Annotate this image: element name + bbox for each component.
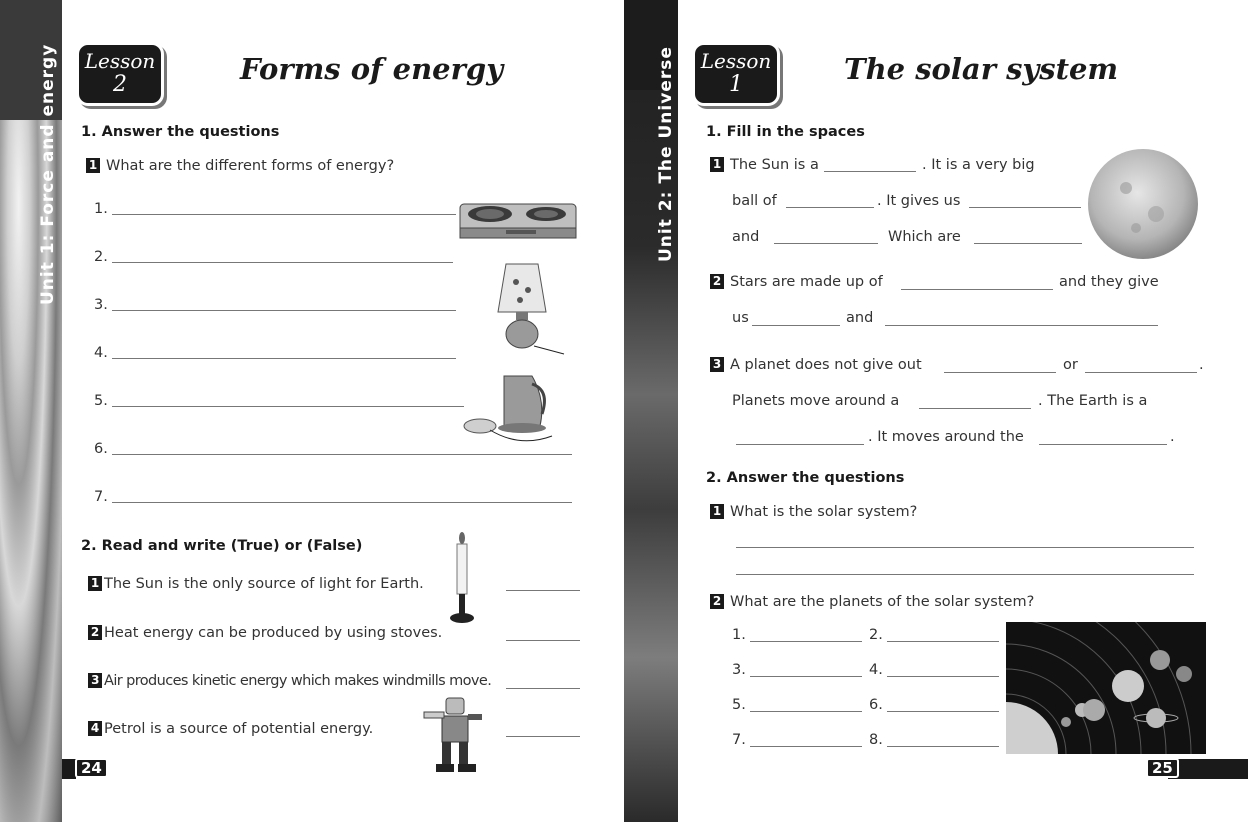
answer-label: 5. — [94, 393, 108, 409]
statement — [88, 625, 442, 641]
fill-question — [710, 357, 922, 373]
planet-line[interactable] — [887, 676, 999, 677]
planet-line[interactable] — [887, 746, 999, 747]
answer-line[interactable] — [112, 262, 453, 263]
page-title-right: The solar system — [844, 52, 1119, 86]
planet-label: 7. — [732, 732, 746, 748]
blank-line[interactable] — [736, 444, 864, 445]
solar-system-image — [1006, 622, 1206, 754]
page-number-right: 25 — [1146, 758, 1179, 778]
answer-label: 1. — [94, 201, 108, 217]
answer-label: 4. — [94, 345, 108, 361]
blank-line[interactable] — [752, 325, 840, 326]
hot-plate-image — [456, 196, 580, 244]
section-heading: 1. Answer the questions — [81, 124, 280, 140]
answer-line[interactable] — [112, 502, 572, 503]
blank-line[interactable] — [944, 372, 1056, 373]
lesson-word: Lesson — [700, 49, 772, 73]
question-number: 1 — [86, 158, 100, 173]
fill-text: or — [1063, 357, 1078, 373]
question-number: 1 — [710, 157, 724, 172]
page-title-left: Forms of energy — [240, 52, 504, 86]
planet-label: 5. — [732, 697, 746, 713]
lesson-word: Lesson — [84, 49, 156, 73]
answer-label: 6. — [94, 441, 108, 457]
statement-number: 4 — [88, 721, 102, 736]
statement-text: The Sun is the only source of light for Earth. — [104, 576, 424, 592]
planet-line[interactable] — [887, 711, 999, 712]
statement — [88, 721, 373, 737]
fill-question — [710, 157, 819, 173]
fill-question — [710, 274, 883, 290]
section-heading: 1. Fill in the spaces — [706, 124, 865, 140]
fill-text: Planets move around a — [732, 393, 900, 409]
answer-label: 7. — [94, 489, 108, 505]
planet-line[interactable] — [887, 641, 999, 642]
unit-label-left: Unit 1: Force and energy — [38, 43, 58, 305]
page-number-left: 24 — [75, 758, 108, 778]
statement — [88, 576, 424, 592]
fill-text: . — [1170, 429, 1175, 445]
statement-number: 3 — [88, 673, 102, 688]
planet-label: 4. — [869, 662, 883, 678]
question-text: What is the solar system? — [730, 504, 918, 520]
blank-line[interactable] — [974, 243, 1082, 244]
fill-text: . It moves around the — [868, 429, 1024, 445]
planet-label: 3. — [732, 662, 746, 678]
fill-text: A planet does not give out — [730, 357, 922, 373]
planet-label: 2. — [869, 627, 883, 643]
answer-line[interactable] — [736, 547, 1194, 548]
section-heading: 2. Answer the questions — [706, 470, 905, 486]
fill-text: . It is a very big — [922, 157, 1035, 173]
fill-text: and — [846, 310, 874, 326]
planet-label: 1. — [732, 627, 746, 643]
kettle-image — [460, 370, 556, 450]
blank-line[interactable] — [786, 207, 874, 208]
fill-text: . The Earth is a — [1038, 393, 1148, 409]
blank-line[interactable] — [901, 289, 1053, 290]
question-number: 3 — [710, 357, 724, 372]
question-number: 2 — [710, 274, 724, 289]
answer-line[interactable] — [736, 574, 1194, 575]
question-text: What are the planets of the solar system? — [730, 594, 1035, 610]
page-number-bar — [62, 759, 76, 779]
fill-text: . It gives us — [877, 193, 961, 209]
candle-image — [448, 532, 476, 626]
true-false-line[interactable] — [506, 688, 580, 689]
robot-toy-image — [420, 694, 488, 780]
lesson-badge-left — [76, 42, 164, 106]
lesson-number: 1 — [729, 72, 743, 97]
question — [710, 594, 1034, 610]
fill-text: Which are — [888, 229, 961, 245]
planet-line[interactable] — [750, 641, 862, 642]
planet-line[interactable] — [750, 746, 862, 747]
blank-line[interactable] — [774, 243, 878, 244]
planet-line[interactable] — [750, 676, 862, 677]
question-text: What are the different forms of energy? — [106, 158, 395, 174]
lamp-image — [494, 260, 566, 356]
page-number-bar — [1168, 759, 1248, 779]
true-false-line[interactable] — [506, 736, 580, 737]
statement — [88, 673, 491, 689]
fill-text: Stars are made up of — [730, 274, 883, 290]
fill-text: and — [732, 229, 760, 245]
fill-text: The Sun is a — [730, 157, 819, 173]
answer-line[interactable] — [112, 310, 456, 311]
section-heading: 2. Read and write (True) or (False) — [81, 538, 363, 554]
planet-label: 8. — [869, 732, 883, 748]
true-false-line[interactable] — [506, 590, 580, 591]
blank-line[interactable] — [885, 325, 1158, 326]
blank-line[interactable] — [969, 207, 1081, 208]
blank-line[interactable] — [919, 408, 1031, 409]
statement-number: 2 — [88, 625, 102, 640]
blank-line[interactable] — [1039, 444, 1167, 445]
fill-text: ball of — [732, 193, 777, 209]
question-number: 1 — [710, 504, 724, 519]
unit-label-right: Unit 2: The Universe — [656, 46, 676, 262]
question-number: 2 — [710, 594, 724, 609]
fill-text: . — [1199, 357, 1204, 373]
planet-line[interactable] — [750, 711, 862, 712]
statement-text: Air produces kinetic energy which makes windmills move. — [104, 673, 492, 689]
blank-line[interactable] — [824, 171, 916, 172]
answer-label: 3. — [94, 297, 108, 313]
fill-text: and they give — [1059, 274, 1159, 290]
question — [86, 158, 394, 174]
true-false-line[interactable] — [506, 640, 580, 641]
answer-label: 2. — [94, 249, 108, 265]
lesson-badge-right — [692, 42, 780, 106]
answer-line[interactable] — [112, 406, 464, 407]
blank-line[interactable] — [1085, 372, 1197, 373]
fill-text: us — [732, 310, 749, 326]
question — [710, 504, 917, 520]
sun-image — [1086, 148, 1200, 260]
answer-line[interactable] — [112, 214, 456, 215]
answer-line[interactable] — [112, 454, 572, 455]
gutter — [612, 0, 624, 822]
statement-text: Heat energy can be produced by using stoves. — [104, 625, 443, 641]
answer-line[interactable] — [112, 358, 456, 359]
statement-text: Petrol is a source of potential energy. — [104, 721, 374, 737]
statement-number: 1 — [88, 576, 102, 591]
lesson-number: 2 — [113, 72, 127, 97]
planet-label: 6. — [869, 697, 883, 713]
